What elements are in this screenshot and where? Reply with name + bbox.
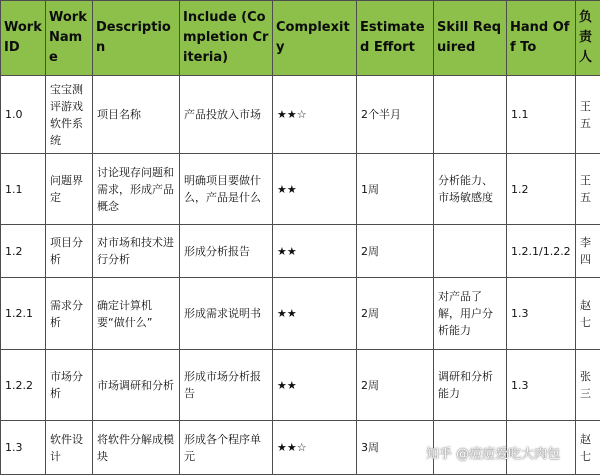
table-row: [1, 225, 600, 278]
cell-skill-required: [434, 225, 507, 278]
header-owner: 负责人: [576, 1, 600, 76]
cell-description: 对市场和技术进行分析: [93, 225, 180, 278]
cell-owner: 赵七: [576, 421, 600, 475]
cell-work-id: 1.0: [1, 76, 46, 154]
cell-skill-required: [434, 76, 507, 154]
cell-hand-off-to: 1.2.1/1.2.2: [507, 225, 576, 278]
cell-hand-off-to: 1.3: [507, 350, 576, 421]
cell-description: 市场调研和分析: [93, 350, 180, 421]
cell-complexity: ★★: [273, 278, 357, 350]
table-row: [1, 278, 600, 350]
cell-estimated-effort: 1周: [357, 154, 434, 225]
header-hand-off-to: Hand Off To: [507, 1, 576, 76]
cell-include: 形成分析报告: [180, 225, 273, 278]
table-row: [1, 350, 600, 421]
cell-work-id: 1.2.2: [1, 350, 46, 421]
header-estimated-effort: Estimated Effort: [357, 1, 434, 76]
header-work-id: Work ID: [1, 1, 46, 76]
header-complexity: Complexity: [273, 1, 357, 76]
cell-owner: 王五: [576, 76, 600, 154]
cell-complexity: ★★☆: [273, 76, 357, 154]
cell-description: 确定计算机要“做什么”: [93, 278, 180, 350]
watermark: 知乎 @痘痘爱吃大肉包: [426, 443, 560, 462]
cell-estimated-effort: 2周: [357, 278, 434, 350]
cell-complexity: ★★: [273, 350, 357, 421]
cell-owner: 赵七: [576, 278, 600, 350]
table-header: [1, 1, 600, 76]
cell-work-name: 软件设计: [46, 421, 93, 475]
cell-work-id: 1.1: [1, 154, 46, 225]
cell-include: 形成各个程序单元: [180, 421, 273, 475]
cell-complexity: ★★: [273, 225, 357, 278]
cell-work-name: 宝宝测评游戏软件系统: [46, 76, 93, 154]
header-work-name: Work Name: [46, 1, 93, 76]
cell-estimated-effort: 2周: [357, 350, 434, 421]
cell-skill-required: 对产品了解，用户分析能力: [434, 278, 507, 350]
table-row: [1, 76, 600, 154]
header-row: [1, 1, 600, 76]
cell-skill-required: 分析能力、市场敏感度: [434, 154, 507, 225]
cell-description: 项目名称: [93, 76, 180, 154]
header-description: Description: [93, 1, 180, 76]
table-body: [1, 76, 600, 475]
cell-estimated-effort: 3周: [357, 421, 434, 475]
cell-complexity: ★★☆: [273, 421, 357, 475]
cell-description: 讨论现存问题和需求，形成产品概念: [93, 154, 180, 225]
table-row: [1, 154, 600, 225]
cell-hand-off-to: 1.3: [507, 278, 576, 350]
header-include: Include (Completion Criteria): [180, 1, 273, 76]
cell-work-id: 1.3: [1, 421, 46, 475]
cell-include: 产品投放入市场: [180, 76, 273, 154]
cell-description: 将软件分解成模块: [93, 421, 180, 475]
cell-include: 形成需求说明书: [180, 278, 273, 350]
cell-owner: 王五: [576, 154, 600, 225]
cell-owner: 张三: [576, 350, 600, 421]
cell-skill-required: 调研和分析能力: [434, 350, 507, 421]
cell-estimated-effort: 2周: [357, 225, 434, 278]
cell-hand-off-to: 1.1: [507, 76, 576, 154]
cell-hand-off-to: 1.2: [507, 154, 576, 225]
cell-work-name: 问题界定: [46, 154, 93, 225]
cell-work-id: 1.2.1: [1, 278, 46, 350]
cell-include: 明确项目要做什么，产品是什么: [180, 154, 273, 225]
cell-work-name: 市场分析: [46, 350, 93, 421]
cell-complexity: ★★: [273, 154, 357, 225]
header-skill-required: Skill Required: [434, 1, 507, 76]
cell-estimated-effort: 2个半月: [357, 76, 434, 154]
cell-include: 形成市场分析报告: [180, 350, 273, 421]
cell-work-id: 1.2: [1, 225, 46, 278]
cell-work-name: 需求分析: [46, 278, 93, 350]
cell-work-name: 项目分析: [46, 225, 93, 278]
cell-owner: 李四: [576, 225, 600, 278]
